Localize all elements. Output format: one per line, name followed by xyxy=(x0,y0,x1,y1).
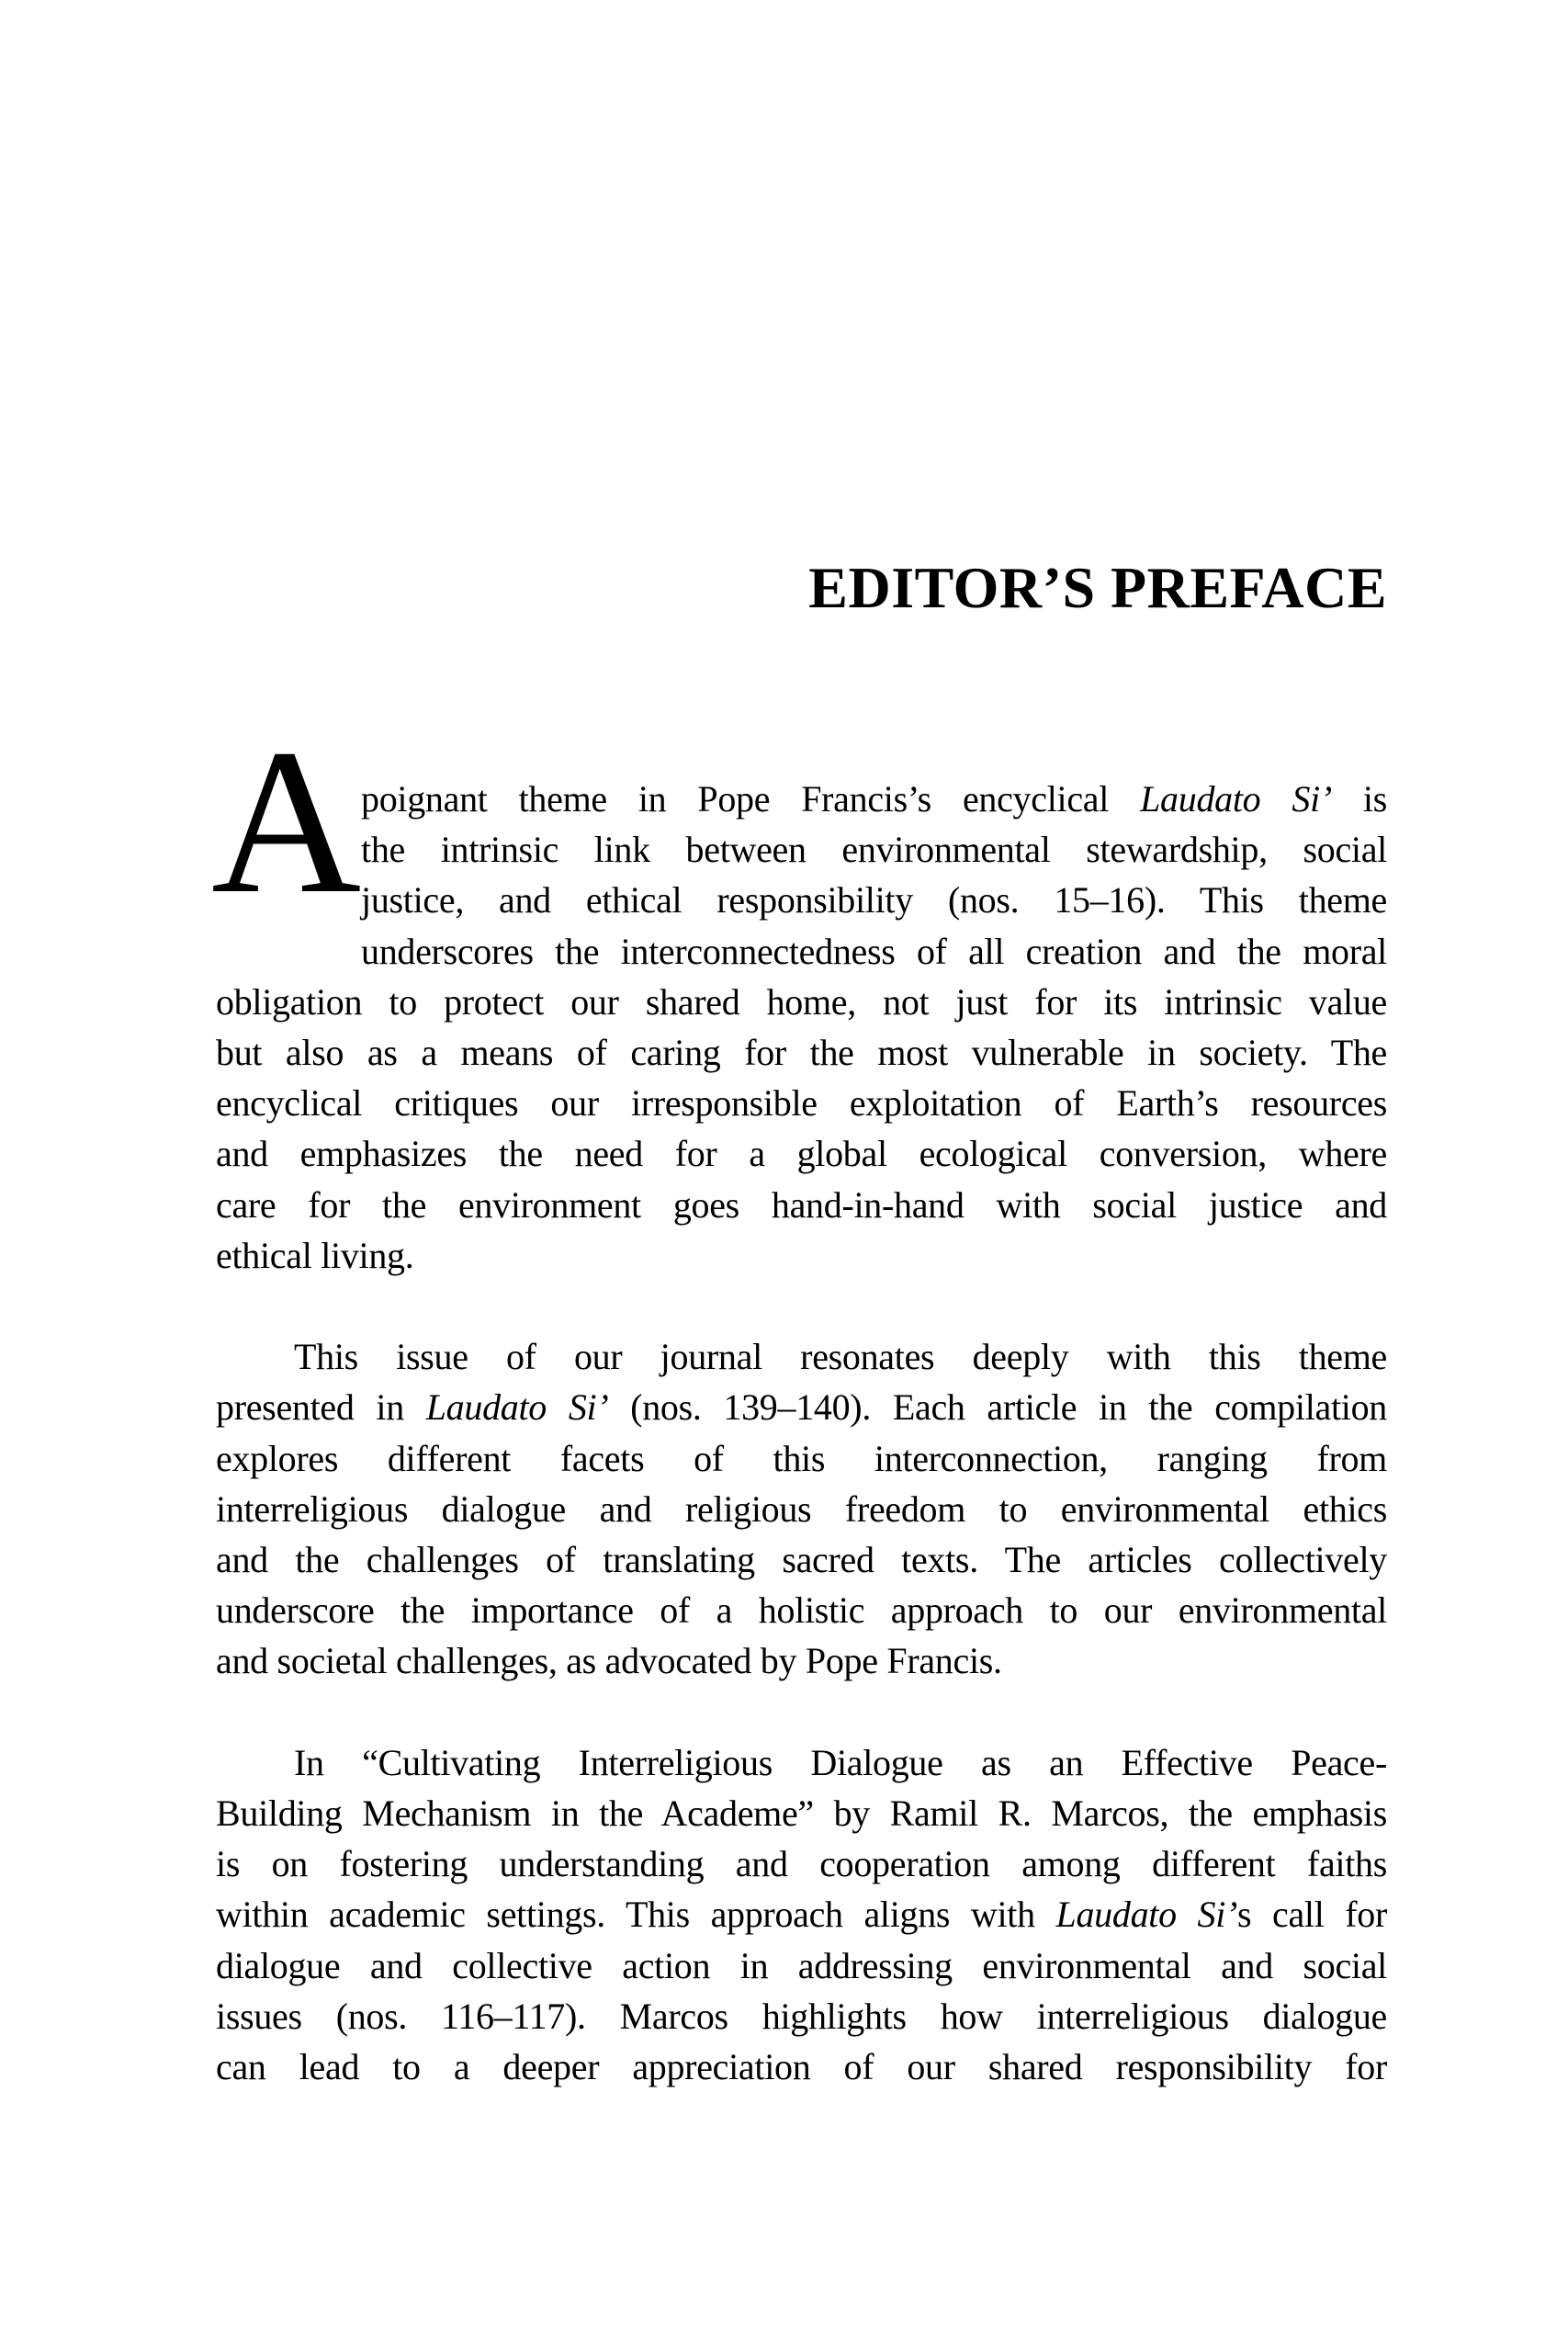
paragraph xyxy=(216,1737,1387,2092)
text-line: Building Mechanism in the Academe” by Ramil R. Marcos, the emphasis xyxy=(216,1792,1387,1835)
text-line: issues (nos. 116–117). Marcos highlights how interreligious dialogue xyxy=(216,1995,1387,2037)
text-line: the intrinsic link between environmental stewardship, social xyxy=(361,829,1387,871)
text-line: and emphasizes the need for a global ecological conversion, where xyxy=(216,1133,1387,1175)
text-line: and societal challenges, as advocated by Pope Francis. xyxy=(216,1640,1002,1682)
italic-text: Laudato Si’ xyxy=(1055,1894,1238,1936)
text-line: poignant theme in Pope Francis’s encyclical Laudato Si’ is xyxy=(361,778,1388,820)
preface-body xyxy=(211,707,1388,2092)
text-line: presented in Laudato Si’ (nos. 139–140). Each article in the compilation xyxy=(216,1386,1387,1429)
italic-text: Laudato Si’ xyxy=(425,1386,609,1429)
text-line: interreligious dialogue and religious freedom to environmental ethics xyxy=(216,1487,1387,1530)
text-line: within academic settings. This approach aligns with Laudato Si’s call for xyxy=(216,1894,1387,1936)
text-line: underscore the importance of a holistic approach to our environmental xyxy=(216,1589,1387,1632)
text-line: can lead to a deeper appreciation of our shared responsibility for xyxy=(216,2046,1387,2088)
text-line: explores different facets of this interconnection, ranging from xyxy=(216,1437,1387,1479)
drop-cap: A xyxy=(211,707,362,936)
text-line: encyclical critiques our irresponsible exploitation of Earth’s resources xyxy=(216,1082,1387,1125)
text-line: ethical living. xyxy=(216,1234,414,1276)
paragraph xyxy=(211,707,1388,1281)
text-line: but also as a means of caring for the most vulnerable in society. The xyxy=(216,1032,1387,1074)
paragraph xyxy=(216,1331,1387,1686)
text-line: obligation to protect our shared home, not just for its intrinsic value xyxy=(216,980,1387,1023)
page-title: EDITOR’S PREFACE xyxy=(808,555,1387,620)
text-line: underscores the interconnectedness of all creation and the moral xyxy=(361,930,1387,972)
italic-text: Laudato Si’ xyxy=(1140,778,1332,820)
text-line: In “Cultivating Interreligious Dialogue as an Effective Peace- xyxy=(294,1741,1387,1783)
text-line: dialogue and collective action in addressing environmental and social xyxy=(216,1944,1387,1986)
text-line: is on fostering understanding and cooperation among different faiths xyxy=(216,1843,1387,1885)
text-line: care for the environment goes hand-in-hand with social justice and xyxy=(216,1183,1387,1226)
text-line: This issue of our journal resonates deeply with this theme xyxy=(294,1336,1387,1378)
text-line: and the challenges of translating sacred texts. The articles collectively xyxy=(216,1539,1387,1581)
text-line: justice, and ethical responsibility (nos. 15–16). This theme xyxy=(361,879,1387,922)
